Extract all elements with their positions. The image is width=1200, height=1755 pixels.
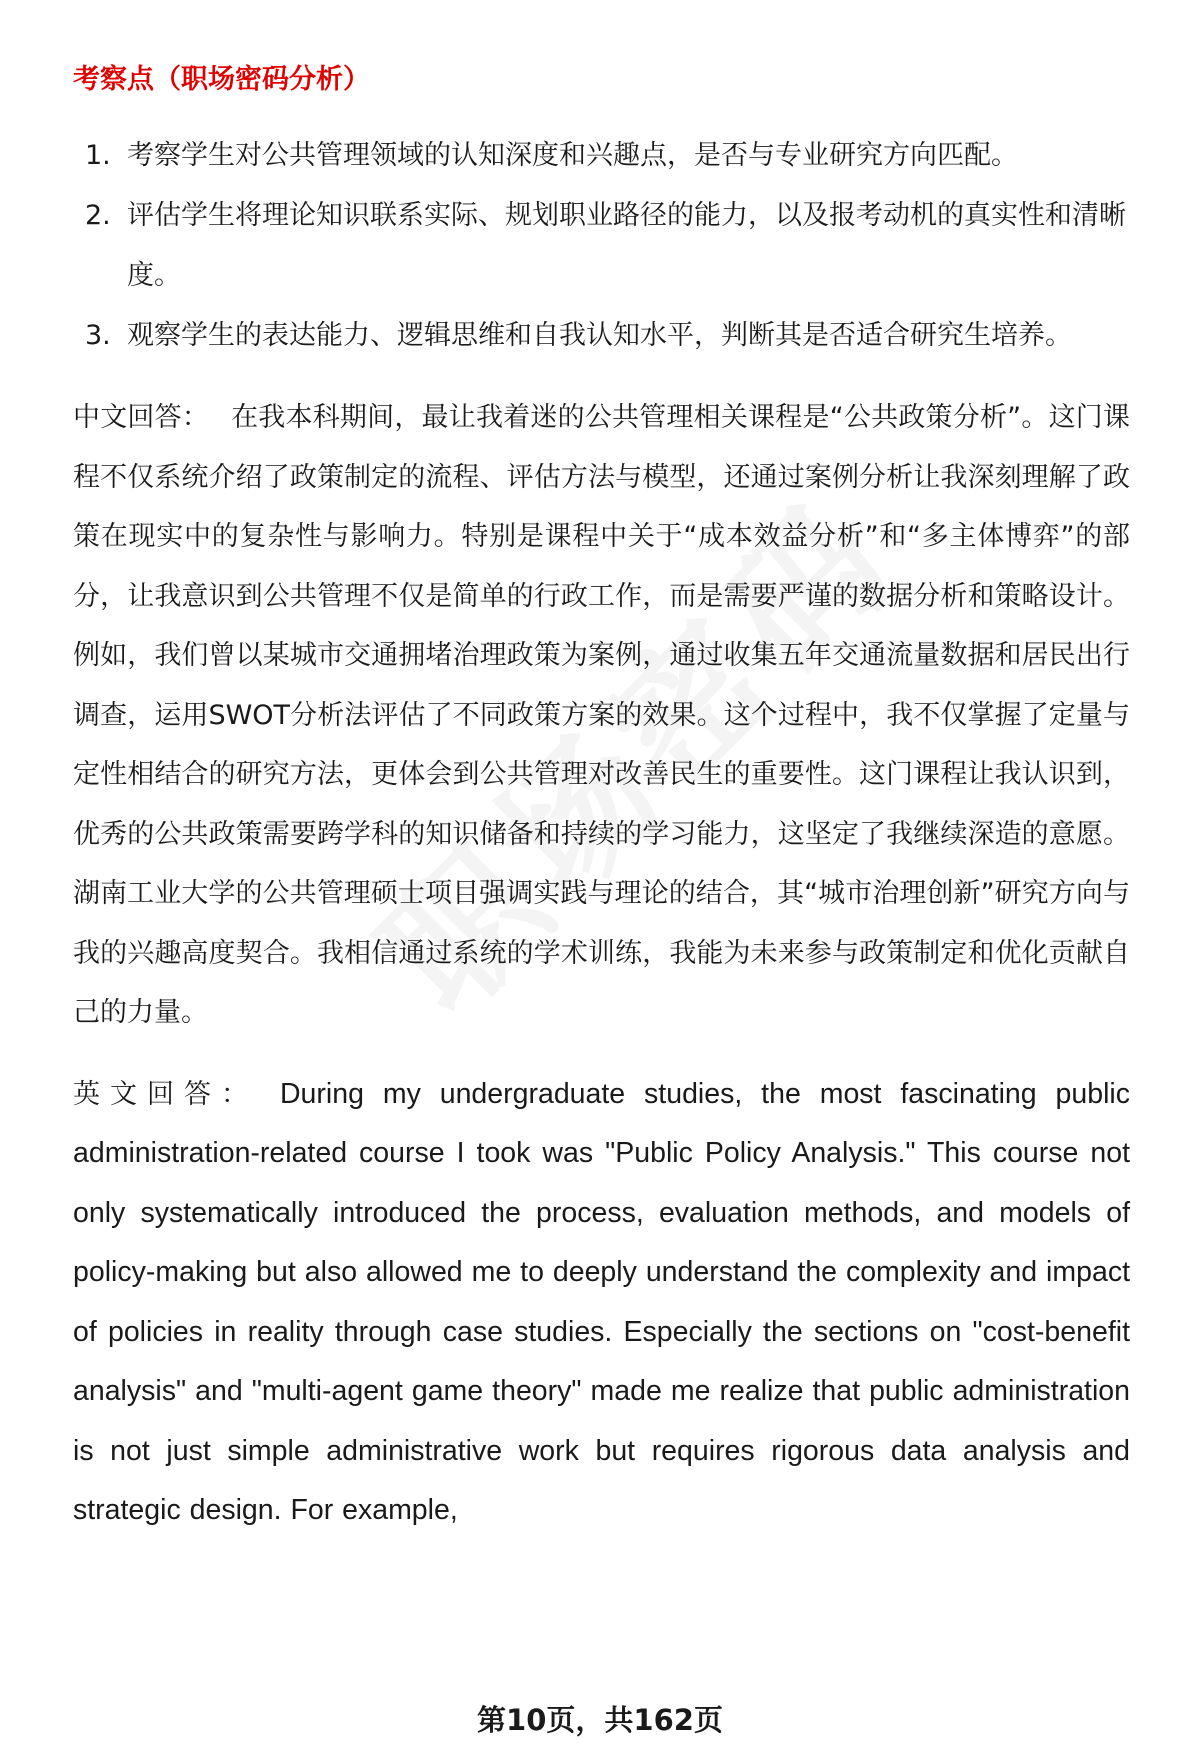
english-answer-label: 英文回答：: [73, 1078, 258, 1110]
page-footer: 第10页，共162页: [477, 1703, 723, 1737]
english-answer-paragraph: [73, 1065, 1130, 1541]
point-text: 观察学生的表达能力、逻辑思维和自我认知水平，判断其是否适合研究生培养。: [127, 320, 1072, 351]
assessment-point: [73, 306, 1130, 366]
assessment-point: [73, 186, 1130, 306]
english-answer-text: During my undergraduate studies, the most fascinating public administration-related course I took was "Public Policy Analysis." This course not only systematically introduced the process, evaluation methods, and models of policy-making but also allowed me to deeply understand the complexity and impact of policies in reality through case studies. Especially the sections on "cost-benefit analysis" and "multi-agent game theory" made me realize that public administration is not just simple administrative work but requires rigorous data analysis and strategic design. For example,: [73, 1077, 1131, 1526]
point-text: 评估学生将理论知识联系实际、规划职业路径的能力，以及报考动机的真实性和清晰度。: [127, 200, 1126, 291]
section-title: 考察点（职场密码分析）: [73, 64, 370, 95]
chinese-answer-text: 在我本科期间，最让我着迷的公共管理相关课程是“公共政策分析”。这门课程不仅系统介绍了政策制定的流程、评估方法与模型，还通过案例分析让我深刻理解了政策在现实中的复杂性与影响力。特别是课程中关于“成本效益分析”和“多主体博弈”的部分，让我意识到公共管理不仅是简单的行政工作，而是需要严谨的数据分析和策略设计。例如，我们曾以某城市交通拥堵治理政策为案例，通过收集五年交通流量数据和居民出行调查，运用SWOT分析法评估了不同政策方案的效果。这个过程中，我不仅掌握了定量与定性相结合的研究方法，更体会到公共管理对改善民生的重要性。这门课程让我认识到，优秀的公共政策需要跨学科的知识储备和持续的学习能力，这坚定了我继续深造的意愿。湖南工业大学的公共管理硕士项目强调实践与理论的结合，其“城市治理创新”研究方向与我的兴趣高度契合。我相信通过系统的学术训练，我能为未来参与政策制定和优化贡献自己的力量。: [73, 402, 1130, 1028]
chinese-answer-paragraph: [73, 388, 1130, 1043]
point-number: 2.: [85, 200, 111, 231]
point-number: 3.: [85, 320, 111, 351]
chinese-answer-label: 中文回答：: [73, 402, 210, 433]
point-number: 1.: [85, 140, 111, 171]
assessment-points-list: [73, 126, 1130, 366]
point-text: 考察学生对公共管理领域的认知深度和兴趣点，是否与专业研究方向匹配。: [127, 140, 1018, 171]
assessment-point: [73, 126, 1130, 186]
